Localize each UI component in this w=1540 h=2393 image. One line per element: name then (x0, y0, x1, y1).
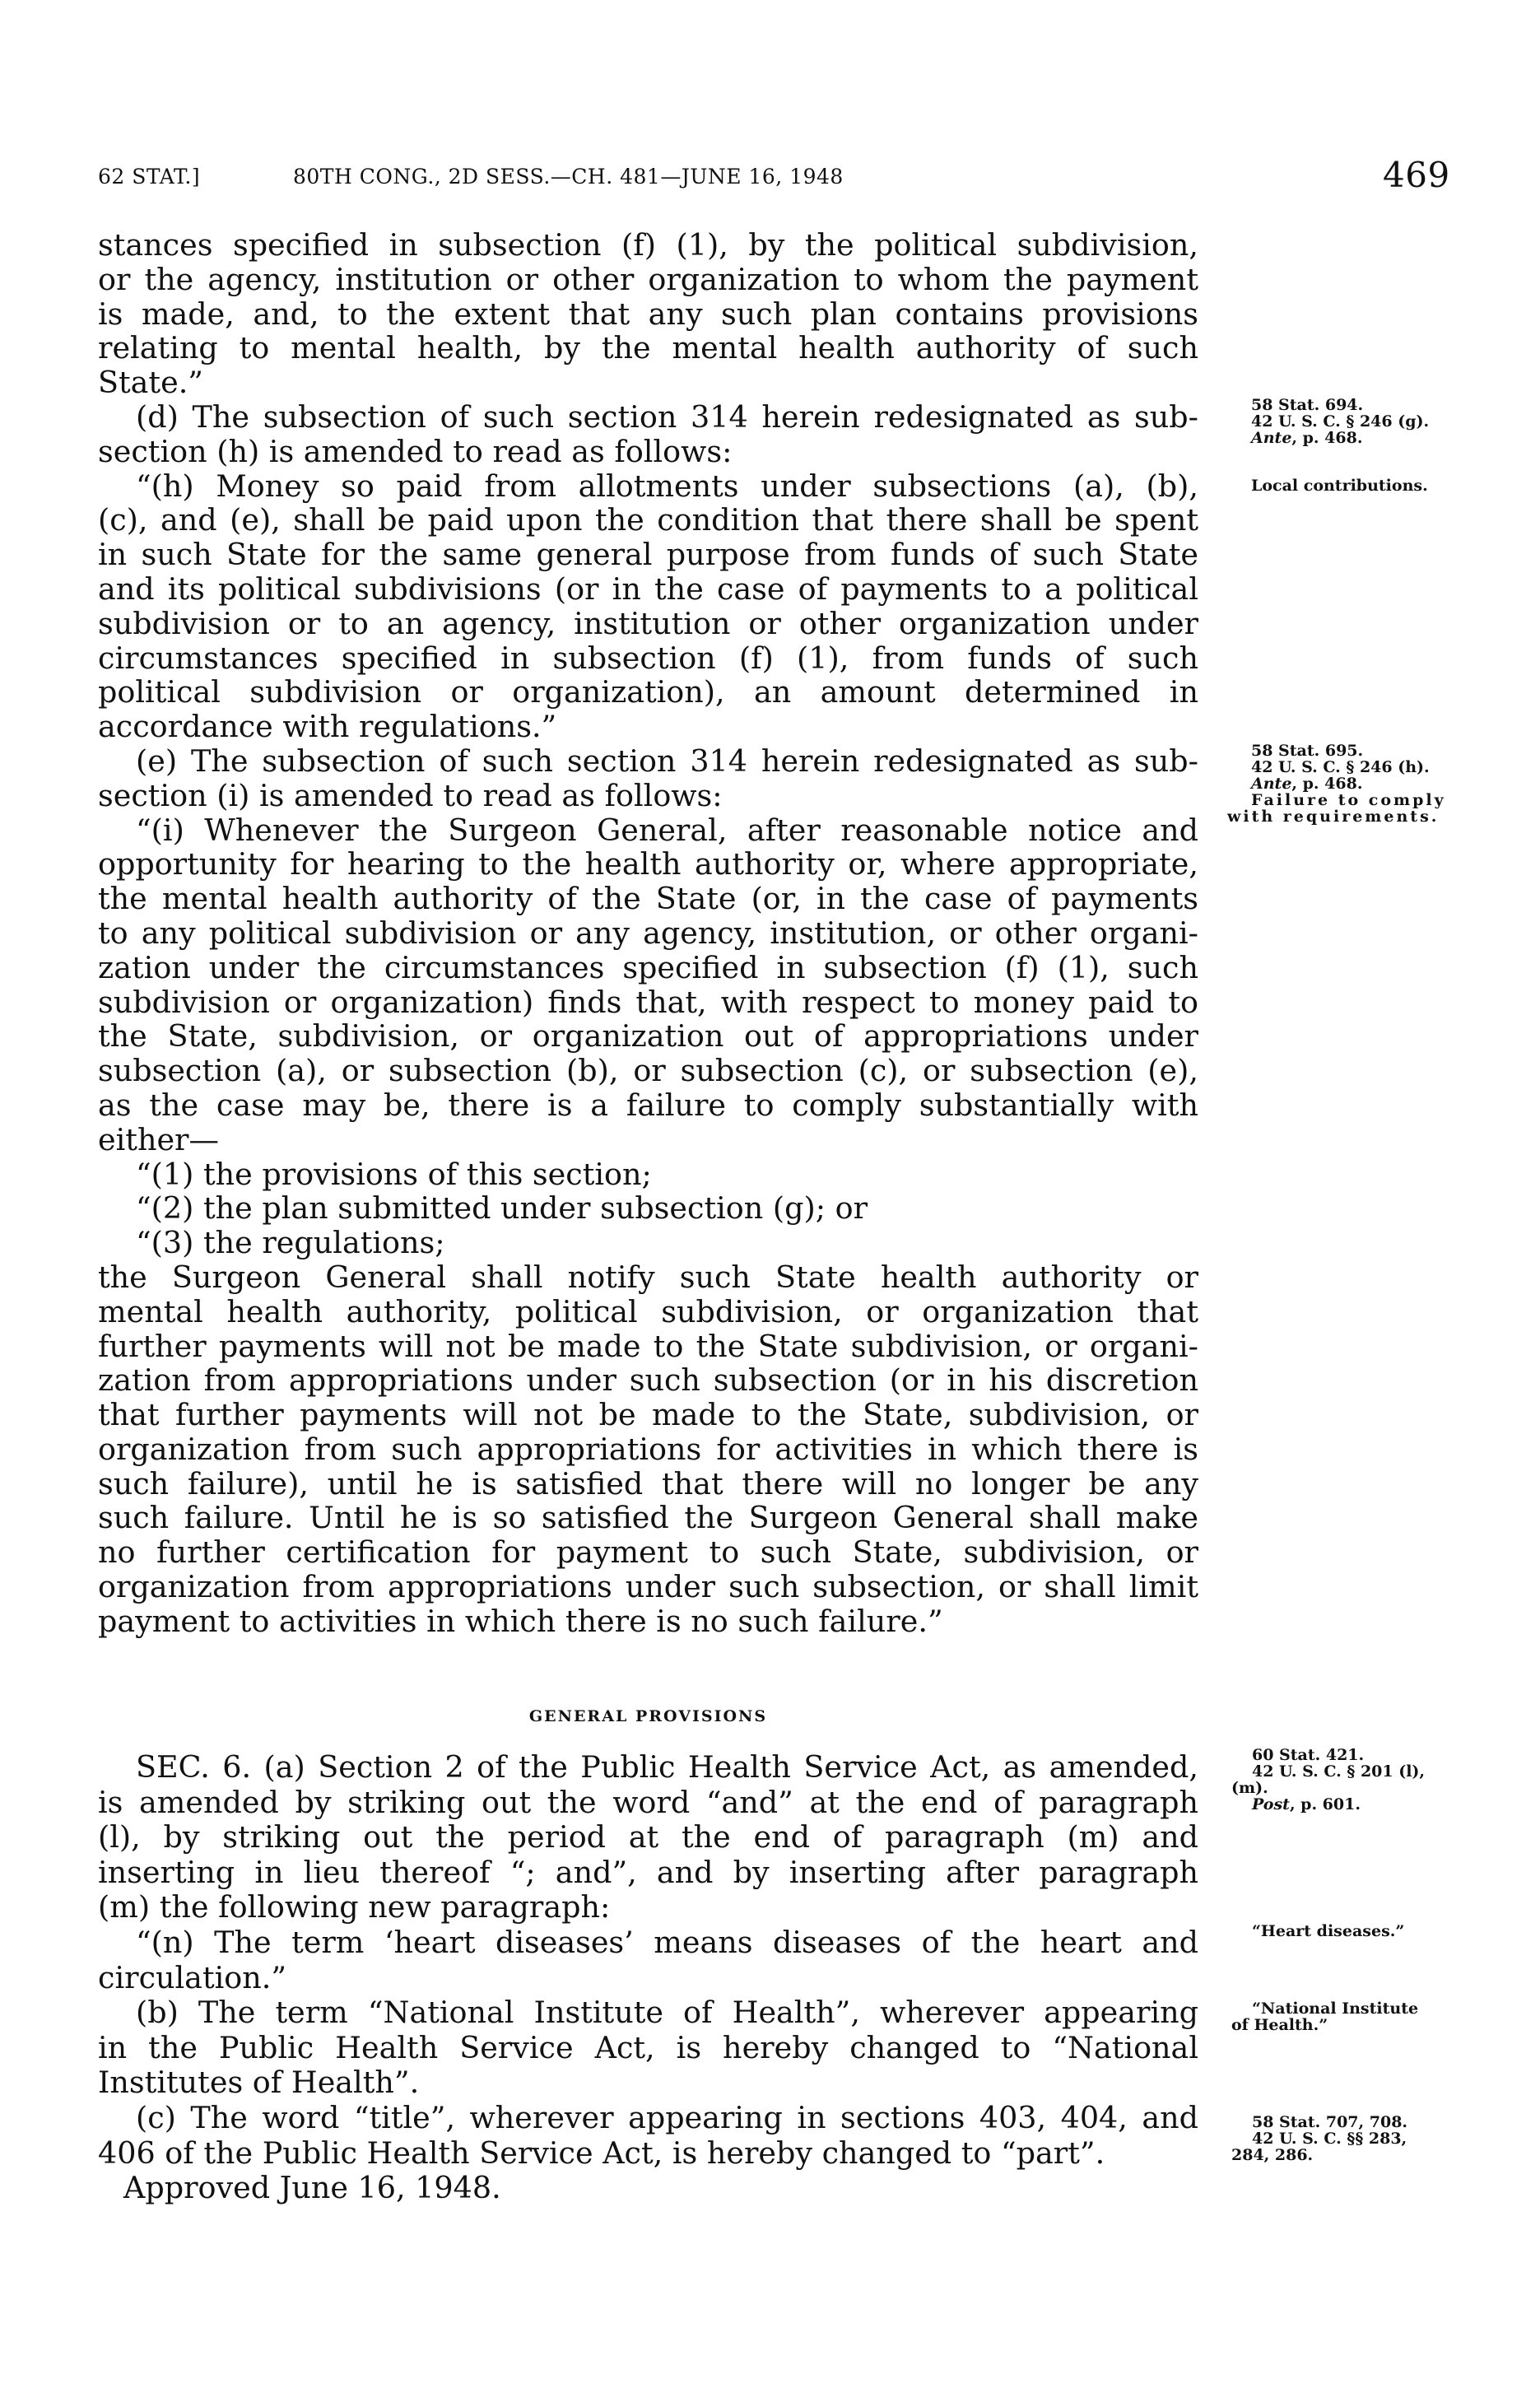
text-line: (e) The subsection of such section 314 herein redesignated as sub- (136, 743, 1198, 779)
text-line: zation from appropriations under such subsection (or in his discretion (98, 1362, 1198, 1399)
margin-note-national-institute: “National Institute of Health.” (1231, 2000, 1419, 2034)
margin-note-citation: 58 Stat. 707, 708. 42 U. S. C. §§ 283, 284, 286. (1231, 2113, 1408, 2164)
text-line: “(2) the plan submitted under subsection (g); or (136, 1190, 868, 1227)
margin-note-local-contributions: Local contributions. (1251, 477, 1428, 495)
margin-note-failure-to-comply: Failure to comply with requirements. (1227, 791, 1446, 826)
text-line: 406 of the Public Health Service Act, is hereby changed to “part”. (98, 2135, 1105, 2171)
text-line: either— (98, 1121, 219, 1157)
text-line: such failure. Until he is so satisfied the Surgeon General shall make (98, 1500, 1198, 1536)
text-line: Institutes of Health”. (98, 2065, 420, 2101)
text-line: organization from such appropriations for activities in which there is (98, 1431, 1198, 1467)
text-line: is amended by striking out the word “and” at the end of paragraph (98, 1784, 1198, 1820)
margin-note-citation: 58 Stat. 695. 42 U. S. C. § 246 (h). Ante, p. 468. (1251, 742, 1430, 793)
text-line: (c), and (e), shall be paid upon the condition that there shall be spent (98, 502, 1198, 538)
statute-text-section-6 (98, 1750, 1198, 2206)
text-line: the State, subdivision, or organization out of appropriations under (98, 1018, 1198, 1055)
text-line: (m) the following new paragraph: (98, 1889, 611, 1925)
volume-reference: 62 STAT.] (98, 165, 201, 189)
text-line: the mental health authority of the State (or, in the case of payments (98, 881, 1198, 917)
text-line: subdivision or organization) finds that, with respect to money paid to (98, 984, 1198, 1020)
text-line: relating to mental health, by the mental health authority of such (98, 330, 1198, 366)
text-line: circulation.” (98, 1959, 287, 1995)
text-line: mental health authority, political subdivision, or organization that (98, 1293, 1198, 1329)
text-line: SEC. 6. (a) Section 2 of the Public Health Service Act, as amended, (136, 1749, 1198, 1785)
section-heading: GENERAL PROVISIONS (528, 1707, 768, 1725)
text-line: zation under the circumstances specified in subsection (f) (1), such (98, 949, 1198, 985)
text-line: “(i) Whenever the Surgeon General, after reasonable notice and (136, 812, 1198, 848)
text-line: accordance with regulations.” (98, 709, 557, 745)
text-line: State.” (98, 365, 203, 401)
text-line: that further payments will not be made to the State, subdivision, or (98, 1397, 1198, 1433)
text-line: Approved June 16, 1948. (123, 2170, 501, 2206)
text-line: subsection (a), or subsection (b), or subsection (c), or subsection (e), (98, 1053, 1198, 1089)
text-line: (d) The subsection of such section 314 herein redesignated as sub- (136, 398, 1198, 435)
text-line: “(n) The term ‘heart diseases’ means diseases of the heart and (136, 1924, 1198, 1960)
text-line: further payments will not be made to the State subdivision, or organi- (98, 1328, 1198, 1364)
page-number: 469 (1383, 155, 1450, 195)
text-line: or the agency, institution or other organization to whom the payment (98, 261, 1198, 297)
text-line: opportunity for hearing to the health authority or, where appropriate, (98, 846, 1198, 882)
text-line: (b) The term “National Institute of Health”, wherever appearing (136, 1995, 1198, 2031)
text-line: organization from appropriations under such subsection, or shall limit (98, 1569, 1198, 1605)
text-line: as the case may be, there is a failure to comply substantially with (98, 1087, 1198, 1123)
text-line: “(1) the provisions of this section; (136, 1156, 652, 1192)
text-line: subdivision or to an agency, institution or other organization under (98, 605, 1198, 641)
text-line: payment to activities in which there is no such failure.” (98, 1603, 943, 1639)
text-line: no further certification for payment to such State, subdivision, or (98, 1534, 1198, 1571)
text-line: (c) The word “title”, wherever appearing in sections 403, 404, and (136, 2099, 1198, 2135)
text-line: in the Public Health Service Act, is hereby changed to “National (98, 2029, 1198, 2065)
margin-note-citation: 60 Stat. 421. 42 U. S. C. § 201 (l), (m). Post, p. 601. (1231, 1746, 1426, 1813)
text-line: “(3) the regulations; (136, 1225, 445, 1261)
text-line: stances specified in subsection (f) (1), by the political subdivision, (98, 227, 1198, 263)
text-line: the Surgeon General shall notify such State health authority or (98, 1259, 1198, 1295)
text-line: such failure), until he is satisfied that there will no longer be any (98, 1465, 1198, 1501)
margin-note-heart-diseases: “Heart diseases.” (1252, 1922, 1405, 1940)
text-line: and its political subdivisions (or in the case of payments to a political (98, 570, 1198, 607)
text-line: circumstances specified in subsection (f) (1), from funds of such (98, 640, 1198, 676)
text-line: (l), by striking out the period at the end of paragraph (m) and (98, 1819, 1198, 1855)
text-line: in such State for the same general purpose from funds of such State (98, 537, 1198, 573)
text-line: “(h) Money so paid from allotments under subsections (a), (b), (136, 468, 1198, 504)
text-line: section (h) is amended to read as follows: (98, 433, 733, 469)
statute-text-section-5 (98, 228, 1198, 1639)
text-line: inserting in lieu thereof “; and”, and by inserting after paragraph (98, 1854, 1198, 1890)
text-line: is made, and, to the extent that any such plan contains provisions (98, 296, 1198, 332)
text-line: to any political subdivision or any agency, institution, or other organi- (98, 915, 1198, 951)
running-head: 80TH CONG., 2D SESS.—CH. 481—JUNE 16, 1948 (293, 165, 844, 189)
text-line: political subdivision or organization), an amount determined in (98, 674, 1198, 710)
margin-note-citation: 58 Stat. 694. 42 U. S. C. § 246 (g). Ante, p. 468. (1251, 396, 1430, 447)
text-line: section (i) is amended to read as follows: (98, 777, 723, 813)
